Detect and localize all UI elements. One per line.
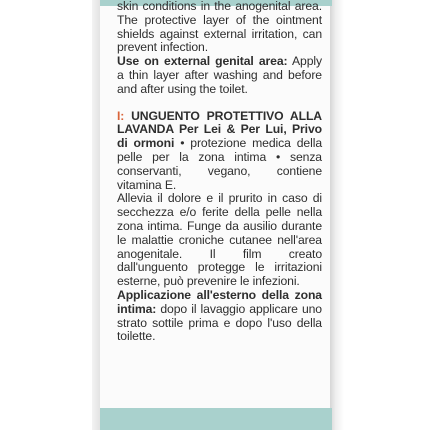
- italian-intro: • protezione medica della pelle per la zona intima • senza conservanti, vegano, contiene vitamina E.: [117, 136, 322, 192]
- english-use-body: Apply a thin layer after washing and before and after using the toilet.: [117, 54, 322, 96]
- italian-product-title: UNGUENTO PROTETTIVO ALLA LAVANDA Per Lei & Per Lui, Privo di ormoni: [117, 108, 322, 151]
- box-right-edge: [330, 0, 344, 430]
- italian-language-code: I:: [117, 108, 125, 123]
- printed-text: [117, 0, 322, 344]
- english-use-paragraph: [117, 55, 322, 96]
- italian-use-body: dopo il lavaggio applicare uno strato sottile prima e dopo l'uso della toilette.: [117, 301, 322, 344]
- english-use-heading: Use on external genital area:: [117, 54, 288, 69]
- teal-band-bottom: [100, 408, 332, 430]
- italian-use-heading: Applicazione all'esterno della zona intima:: [117, 287, 322, 316]
- italian-description: Allevia il dolore e il prurito in caso di secchezza e/o ferite della pelle nella zona intima. Funge da ausilio durante le malattie croniche cutanee nell'area anogenitale. Il film creato dall'unguento protegge le irritazioni esterne, può prevenire le infezioni.: [117, 191, 322, 289]
- box-left-edge: [92, 0, 100, 430]
- english-body-text: skin conditions in the anogenital area. The protective layer of the ointment shields against external irritation, can prevent infection.: [117, 0, 322, 55]
- italian-use-paragraph: [117, 289, 322, 344]
- italian-product-paragraph: [117, 110, 322, 193]
